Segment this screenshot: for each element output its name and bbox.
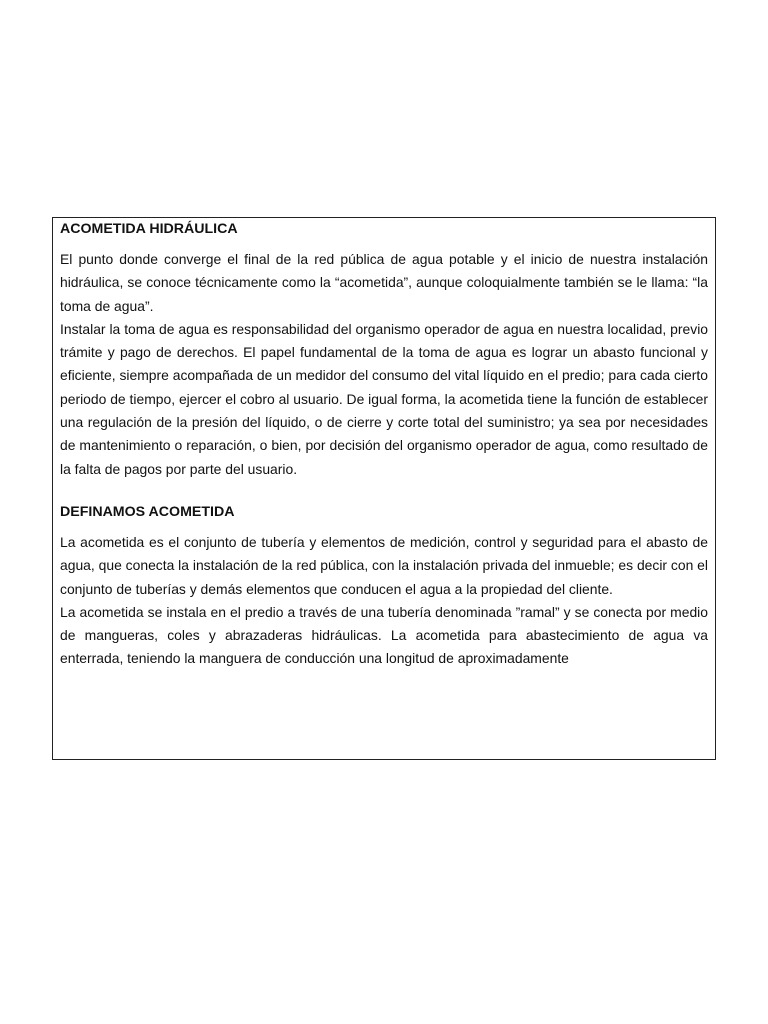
paragraph-installation-responsibility: Instalar la toma de agua es responsabilidad del organismo operador de agua en nuestra localidad, previo trámite y pago de derechos. El papel fundamental de la toma de agua es lograr un abasto funcional y eficiente, siempre acompañada de un medidor del consumo del vital líquido en el predio; para cada cierto periodo de tiempo, ejercer el cobro al usuario. De igual forma, la acometida tiene la función de establecer una regulación de la presión del líquido, o de cierre y corte total del suministro; ya sea por necesidades de mantenimiento o reparación, o bien, por decisión del organismo operador de agua, como resultado de la falta de pagos por parte del usuario.: [60, 320, 708, 477]
text-box: [52, 217, 716, 760]
paragraph-definition-intro: El punto donde converge el final de la red pública de agua potable y el inicio de nuestra instalación hidráulica, se conoce técnicamente como la “acometida”, aunque coloquialmente también se le llama: “la toma de agua”.: [60, 251, 708, 314]
paragraph-acometida-definition: La acometida es el conjunto de tubería y elementos de medición, control y seguridad para el abasto de agua, que conecta la instalación de la red pública, con la instalación privada del inmueble; es decir con el conjunto de tuberías y demás elementos que conducen el agua a la propiedad del cliente.: [60, 533, 708, 597]
section-heading-definamos-acometida: DEFINAMOS ACOMETIDA: [60, 503, 235, 520]
paragraph-acometida-installation: La acometida se instala en el predio a través de una tubería denominada ”ramal” y se conecta por medio de mangueras, coles y abrazaderas hidráulicas. La acometida para abastecimiento de agua va enterrada, teniendo la manguera de conducción una longitud de aproximadamente: [60, 603, 708, 667]
section-heading-acometida-hidraulica: ACOMETIDA HIDRÁULICA: [60, 221, 238, 237]
